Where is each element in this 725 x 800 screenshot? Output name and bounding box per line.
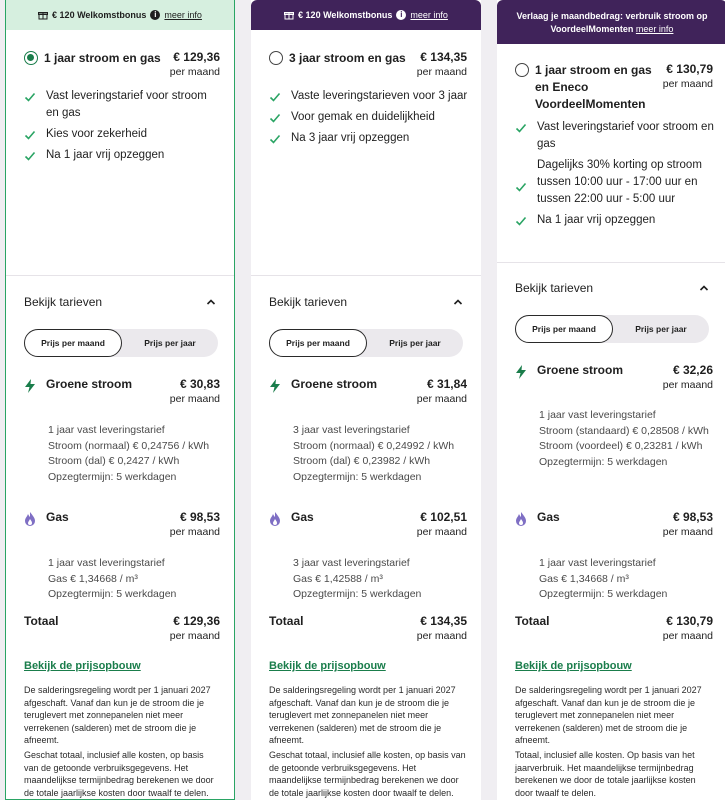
gas-price: € 98,53 per maand [169, 510, 220, 538]
total-label: Totaal [515, 614, 550, 628]
detail-line: Stroom (standaard) € 0,28508 / kWh [539, 424, 709, 437]
detail-line: Opzegtermijn: 5 werkdagen [539, 588, 668, 600]
info-icon[interactable]: i [396, 10, 406, 20]
feature-list [24, 88, 222, 168]
detail-line: 3 jaar vast leveringstarief [293, 557, 410, 569]
detail-line: Gas € 1,34668 / m³ [48, 572, 138, 585]
voordeelmomenten-banner [497, 0, 725, 44]
gas-price: € 98,53 per maand [662, 510, 713, 538]
check-icon [269, 133, 281, 145]
stroom-section [269, 377, 467, 407]
prijsopbouw-link[interactable]: Bekijk de prijsopbouw [24, 660, 141, 672]
total-row [24, 614, 220, 644]
saldering-note: De salderingsregeling wordt per 1 januari 2027 afgeschaft. Vanaf dan kun je de stroom die je teruglevert met zonnepanelen niet meer verrekenen (salderen) met de stroom die je afneemt. [24, 685, 211, 745]
divider [6, 275, 234, 276]
gift-icon [38, 10, 48, 20]
divider [497, 262, 725, 263]
plan-name: 1 jaar stroom en gas [44, 51, 161, 65]
bekijk-tarieven-toggle[interactable] [515, 281, 709, 295]
check-icon [24, 150, 36, 162]
feature-item: Vast leveringstarief voor stroom en gas [515, 119, 715, 153]
gas-flame-icon [24, 512, 36, 526]
detail-line: Opzegtermijn: 5 werkdagen [539, 455, 668, 468]
plan-header[interactable] [515, 62, 713, 113]
detail-line: Stroom (dal) € 0,2427 / kWh [48, 455, 180, 467]
check-icon [515, 122, 527, 134]
chevron-up-icon[interactable] [699, 283, 709, 293]
banner-text: € 120 Welkomstbonus [298, 10, 393, 20]
plan-name: 3 jaar stroom en gas [289, 51, 406, 65]
info-icon[interactable]: i [150, 10, 160, 20]
total-price: € 134,35 per maand [416, 614, 467, 642]
banner-text: Verlaag je maandbedrag: verbruik stroom op [516, 10, 708, 21]
gas-section [24, 510, 220, 540]
detail-line: Gas € 1,42588 / m³ [293, 572, 383, 585]
gift-icon [284, 10, 294, 20]
welcome-bonus-banner [251, 0, 481, 30]
gas-section [269, 510, 467, 540]
detail-line: 1 jaar vast leveringstarief [48, 424, 165, 436]
divider [251, 275, 481, 276]
gas-details [539, 556, 713, 603]
estimate-note: Geschat totaal, inclusief alle kosten, op basis van de getoonde verbruiksgegevens. Het maandelijkse termijnbedrag berekenen we door de totale jaarlijkse kosten door twaalf te delen. [269, 750, 466, 798]
lightning-bolt-icon [515, 365, 527, 379]
plan-price: € 130,79 per maand [662, 62, 713, 90]
meer-info-link[interactable]: meer info [164, 10, 202, 20]
gas-details [293, 556, 467, 603]
stroom-price: € 31,84 per maand [416, 377, 467, 405]
prijs-per-maand-option[interactable]: Prijs per maand [24, 329, 122, 357]
feature-item: Vast leveringstarief voor stroom en gas [24, 88, 222, 122]
check-icon [269, 91, 281, 103]
gas-label: Gas [537, 510, 560, 524]
detail-line: Stroom (voordeel) € 0,23281 / kWh [539, 440, 703, 452]
meer-info-link[interactable]: meer info [635, 23, 674, 34]
feature-item: Na 1 jaar vrij opzeggen [515, 212, 715, 229]
detail-line: Opzegtermijn: 5 werkdagen [293, 588, 422, 600]
tarieven-label: Bekijk tarieven [269, 295, 348, 309]
prijs-per-jaar-option[interactable]: Prijs per jaar [389, 338, 441, 348]
estimate-note: Geschat totaal, inclusief alle kosten, op basis van de getoonde verbruiksgegevens. Het maandelijkse termijnbedrag berekenen we door de totale jaarlijkse kosten door twaalf te delen. [24, 750, 214, 798]
plan-radio[interactable] [515, 63, 529, 77]
estimate-note: Totaal, inclusief alle kosten. Op basis van het jaarverbruik. Het maandelijkse termijnbedrag berekenen we door de totale jaarlijkse kosten door twaalf te delen. [515, 750, 696, 798]
plan-card-voordeelmomenten[interactable] [497, 0, 725, 800]
stroom-section [515, 363, 713, 393]
plan-card-1-jaar[interactable] [5, 0, 235, 800]
detail-line: 1 jaar vast leveringstarief [539, 409, 656, 421]
plan-card-3-jaar[interactable] [251, 0, 481, 800]
saldering-note: De salderingsregeling wordt per 1 januari 2027 afgeschaft. Vanaf dan kun je de stroom die je teruglevert met zonnepanelen niet meer verrekenen (salderen) met de stroom die je afneemt. [269, 685, 456, 745]
bekijk-tarieven-toggle[interactable] [269, 295, 463, 309]
tarieven-label: Bekijk tarieven [515, 281, 594, 295]
stroom-details [48, 423, 220, 485]
detail-line: Opzegtermijn: 5 werkdagen [48, 588, 177, 600]
total-price: € 129,36 per maand [169, 614, 220, 642]
plan-header[interactable] [24, 50, 220, 80]
stroom-details [539, 408, 713, 470]
total-row [269, 614, 467, 644]
plan-header[interactable] [269, 50, 467, 80]
check-icon [24, 129, 36, 141]
detail-line: Stroom (normaal) € 0,24992 / kWh [293, 439, 455, 452]
feature-item: Na 1 jaar vrij opzeggen [24, 147, 222, 164]
detail-line: 1 jaar vast leveringstarief [48, 557, 165, 569]
meer-info-link[interactable]: meer info [410, 10, 448, 20]
tarieven-label: Bekijk tarieven [24, 295, 103, 309]
check-icon [515, 215, 527, 227]
price-period-toggle[interactable] [515, 315, 709, 343]
feature-item: Voor gemak en duidelijkheid [269, 109, 469, 126]
bekijk-tarieven-toggle[interactable] [24, 295, 216, 309]
gas-label: Gas [291, 510, 314, 524]
chevron-up-icon[interactable] [453, 297, 463, 307]
plan-name: 1 jaar stroom en gas en Eneco VoordeelMomenten [535, 63, 652, 111]
gas-label: Gas [46, 510, 69, 524]
gas-price: € 102,51 per maand [416, 510, 467, 538]
total-price: € 130,79 per maand [662, 614, 713, 642]
stroom-label: Groene stroom [537, 363, 624, 377]
detail-line: Stroom (normaal) € 0,24756 / kWh [48, 439, 210, 452]
detail-line: Gas € 1,34668 / m³ [539, 572, 629, 585]
saldering-note: De salderingsregeling wordt per 1 januari 2027 afgeschaft. Vanaf dan kun je de stroom die je teruglevert met zonnepanelen niet meer verrekenen (salderen) met de stroom die je afneemt. [515, 685, 702, 745]
chevron-up-icon[interactable] [206, 297, 216, 307]
plan-radio[interactable] [269, 51, 283, 65]
gas-flame-icon [269, 512, 281, 526]
plan-price: € 134,35 per maand [416, 50, 467, 78]
feature-list [515, 119, 715, 233]
prijs-per-jaar-option[interactable]: Prijs per jaar [144, 338, 196, 348]
stroom-label: Groene stroom [291, 377, 378, 391]
check-icon [269, 112, 281, 124]
check-icon [515, 181, 527, 193]
stroom-price: € 30,83 per maand [169, 377, 220, 405]
prijsopbouw-link[interactable]: Bekijk de prijsopbouw [269, 660, 386, 672]
price-period-toggle[interactable] [24, 329, 218, 357]
detail-line: Opzegtermijn: 5 werkdagen [48, 470, 177, 483]
banner-text-line-2: VoordeelMomenten meer info [550, 23, 674, 34]
stroom-label: Groene stroom [46, 377, 133, 391]
banner-text: € 120 Welkomstbonus [52, 10, 147, 20]
prijsopbouw-link[interactable]: Bekijk de prijsopbouw [515, 660, 632, 672]
feature-item: Dagelijks 30% korting op stroom tussen 10:00 uur - 17:00 uur en tussen 22:00 uur - 5:00 uur [515, 157, 715, 208]
check-icon [24, 91, 36, 103]
detail-line: 3 jaar vast leveringstarief [293, 424, 410, 436]
prijs-per-jaar-option[interactable]: Prijs per jaar [635, 324, 687, 334]
price-period-toggle[interactable] [269, 329, 463, 357]
total-label: Totaal [269, 614, 304, 628]
feature-item: Na 3 jaar vrij opzeggen [269, 130, 469, 147]
gas-section [515, 510, 713, 540]
total-row [515, 614, 713, 644]
lightning-bolt-icon [24, 379, 36, 393]
feature-item: Vaste leveringstarieven voor 3 jaar [269, 88, 469, 105]
detail-line: 1 jaar vast leveringstarief [539, 557, 656, 569]
gas-details [48, 556, 220, 603]
prijs-per-maand-option[interactable]: Prijs per maand [269, 329, 367, 357]
detail-line: Stroom (dal) € 0,23982 / kWh [293, 455, 431, 467]
feature-item: Kies voor zekerheid [24, 126, 222, 143]
feature-list [269, 88, 469, 151]
total-label: Totaal [24, 614, 59, 628]
plan-price: € 129,36 per maand [169, 50, 220, 78]
stroom-price: € 32,26 per maand [662, 363, 713, 391]
stroom-section [24, 377, 220, 407]
plan-radio[interactable] [24, 51, 38, 65]
lightning-bolt-icon [269, 379, 281, 393]
prijs-per-maand-option[interactable]: Prijs per maand [515, 315, 613, 343]
welcome-bonus-banner [6, 0, 234, 30]
stroom-details [293, 423, 467, 485]
gas-flame-icon [515, 512, 527, 526]
detail-line: Opzegtermijn: 5 werkdagen [293, 470, 422, 483]
